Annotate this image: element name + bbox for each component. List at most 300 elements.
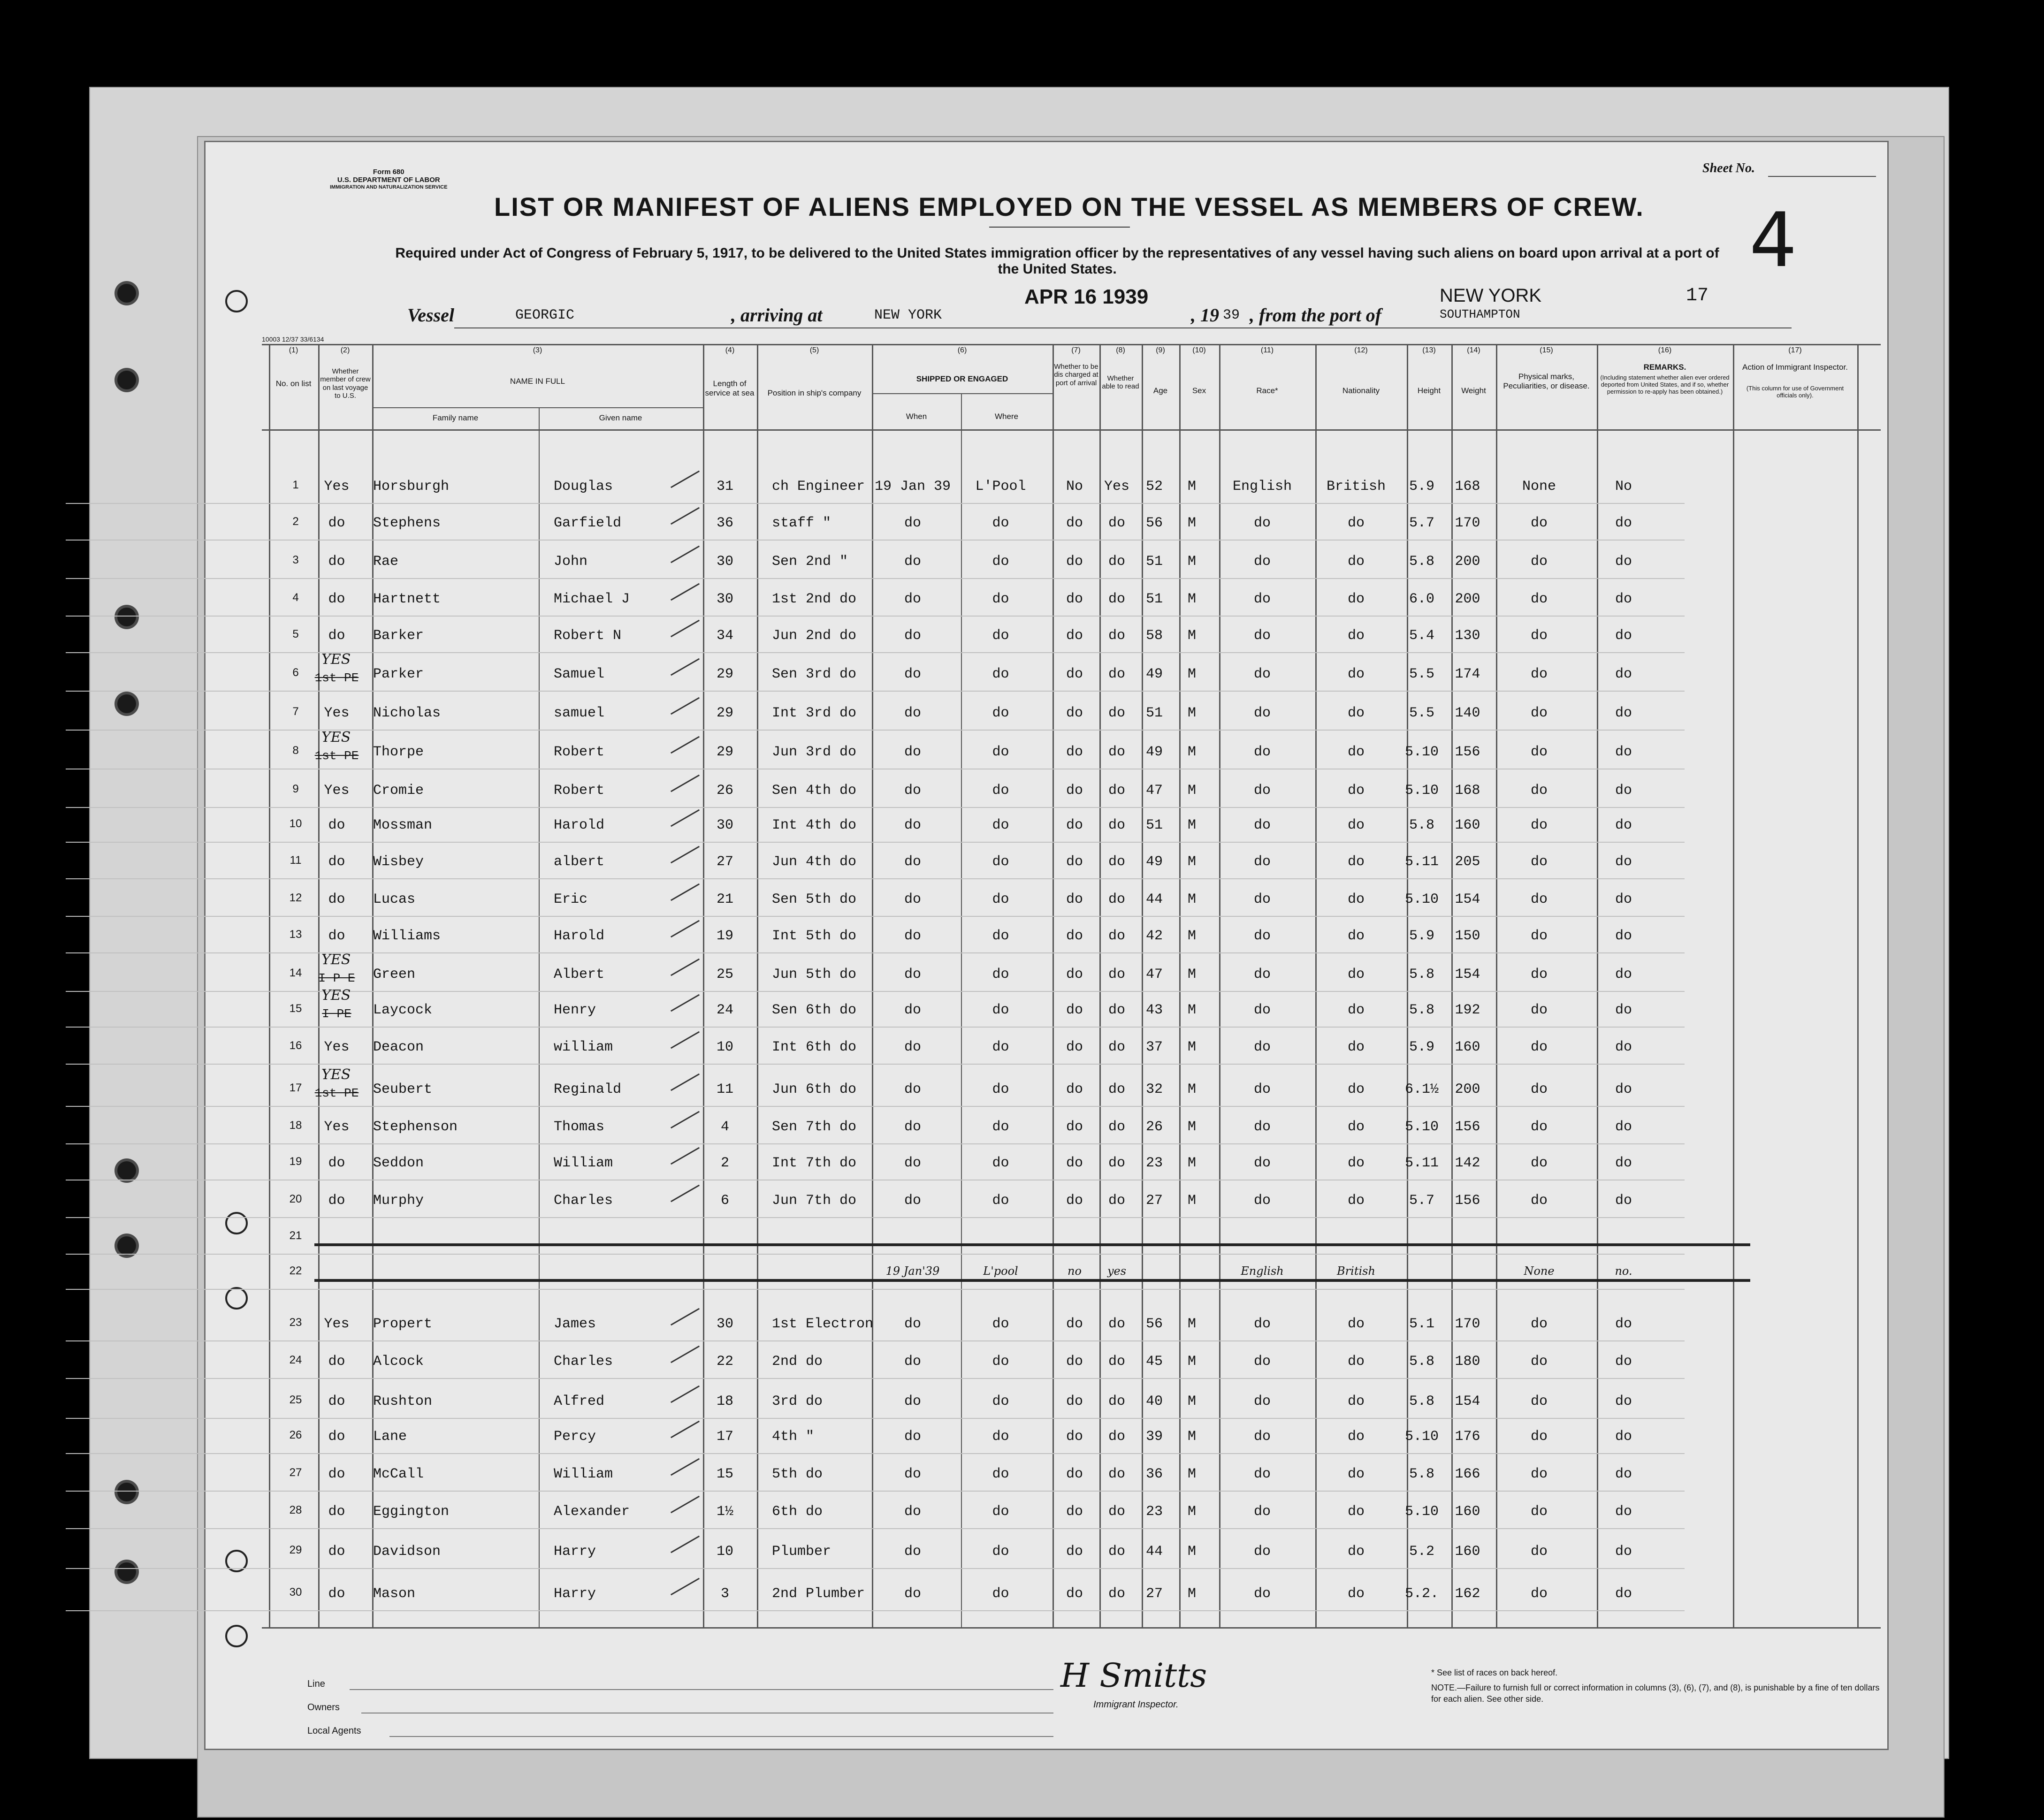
cell-family: Propert <box>373 1316 433 1332</box>
cell-weight: 160 <box>1455 1544 1480 1560</box>
cell-given: Harold <box>554 928 605 944</box>
cell-nationality: do <box>1347 515 1365 531</box>
cell-when: do <box>904 967 921 982</box>
cell-where: do <box>992 1354 1009 1370</box>
cell-service: 29 <box>716 666 733 682</box>
cell-family: Mossman <box>373 817 433 833</box>
cell-no: 5 <box>292 628 299 640</box>
cell-discharged: do <box>1066 928 1083 944</box>
cell-nationality: do <box>1347 744 1365 760</box>
cell-height: 5.7 <box>1409 1193 1434 1209</box>
cell-remarks: do <box>1615 891 1632 907</box>
row-rule <box>66 1453 1685 1454</box>
cell-nationality: do <box>1347 1466 1365 1482</box>
cell-position: Jun 5th do <box>772 967 857 982</box>
cell-no: 4 <box>292 591 299 604</box>
cell-discharged: do <box>1066 744 1083 760</box>
cell-when: do <box>904 1039 921 1055</box>
cell-height: 5.10 <box>1404 1504 1439 1520</box>
cell-where: do <box>992 1081 1009 1097</box>
cell-age: 37 <box>1145 1039 1163 1055</box>
cell-weight: 160 <box>1455 1504 1480 1520</box>
col-previous-voyage-header: Whether member of crew on last voyage to U.S. <box>320 367 371 400</box>
cell-read: do <box>1108 854 1125 870</box>
table-row <box>267 1183 1886 1221</box>
cell-prev: do <box>328 1429 345 1445</box>
cell-given: Robert N <box>554 628 622 644</box>
cell-nationality: do <box>1347 628 1365 644</box>
remarks-note: (Including statement whether alien ever ordered deported from United States, and if so, whether permission to re-apply has been obtained.) <box>1600 374 1730 395</box>
cell-sex: M <box>1187 1394 1196 1409</box>
cell-race: do <box>1253 891 1271 907</box>
title-rule <box>989 227 1130 228</box>
cell-read: do <box>1108 1586 1125 1602</box>
cell-nationality: do <box>1347 1586 1365 1602</box>
cell-where: do <box>992 591 1009 607</box>
cell-service: 17 <box>716 1429 733 1445</box>
cell-read: do <box>1108 1544 1125 1560</box>
cell-service: 18 <box>716 1394 733 1409</box>
row-rule <box>66 1027 1685 1028</box>
cell-remarks: do <box>1615 1544 1632 1560</box>
cell-given: Henry <box>554 1002 596 1018</box>
cell-no: 18 <box>289 1119 302 1132</box>
cell-weight: 154 <box>1455 1394 1480 1409</box>
cell-discharged: do <box>1066 515 1083 531</box>
cell-sex: M <box>1187 1544 1196 1560</box>
cell-read: do <box>1108 554 1125 570</box>
cell-height: 5.7 <box>1409 515 1434 531</box>
col-11-num: (11) <box>1260 346 1274 354</box>
pencil-tick <box>671 920 700 938</box>
cell-sex: M <box>1187 1155 1196 1171</box>
cell-no: 1 <box>292 479 299 491</box>
cell-position: 1st 2nd do <box>772 591 857 607</box>
page-hole <box>225 290 248 312</box>
cell-read: do <box>1108 1119 1125 1135</box>
cell-nationality: do <box>1347 854 1365 870</box>
cell-family: McCall <box>373 1466 424 1482</box>
cell-given: William <box>554 1155 613 1171</box>
cell-read: do <box>1108 744 1125 760</box>
table-top-rule <box>262 344 1881 345</box>
cell-read: do <box>1108 705 1125 721</box>
row-rule <box>66 916 1685 917</box>
cell-age: 49 <box>1145 666 1163 682</box>
cell-sex: M <box>1187 928 1196 944</box>
cell-sex: M <box>1187 1119 1196 1135</box>
cell-age: 51 <box>1145 554 1163 570</box>
punch-hole <box>117 371 136 389</box>
cell-race: do <box>1253 1394 1271 1409</box>
col-1-num: (1) <box>289 346 298 354</box>
cell-remarks: do <box>1615 928 1632 944</box>
cell-nationality: do <box>1347 783 1365 799</box>
cell-remarks: do <box>1615 967 1632 982</box>
cell-given: Alfred <box>554 1394 605 1409</box>
cell-position: ch Engineer <box>772 479 865 495</box>
cell-read: do <box>1108 1429 1125 1445</box>
cell-given: Albert <box>554 967 605 982</box>
cell-sex: M <box>1187 705 1196 721</box>
cell-family: Stephens <box>373 515 441 531</box>
cell-read: do <box>1108 1466 1125 1482</box>
cell-when: do <box>904 554 921 570</box>
cell-family: Murphy <box>373 1193 424 1209</box>
row-rule <box>66 1491 1685 1492</box>
cell-when: do <box>904 1081 921 1097</box>
arrival-date-stamp: APR 16 1939 <box>1024 285 1149 308</box>
cell-nationality: do <box>1347 1429 1365 1445</box>
cell-marks: do <box>1530 1504 1548 1520</box>
cell-race: do <box>1253 1504 1271 1520</box>
pencil-tick <box>671 471 700 488</box>
form-header <box>330 168 448 190</box>
cell-position: Sen 4th do <box>772 783 857 799</box>
cell-sex: M <box>1187 1429 1196 1445</box>
cell-no: 29 <box>289 1544 302 1556</box>
cell-height: 5.8 <box>1409 1466 1434 1482</box>
pencil-tick <box>671 620 700 638</box>
pencil-tick <box>671 994 700 1012</box>
cell-prev: do <box>328 891 345 907</box>
cell-remarks: do <box>1615 1354 1632 1370</box>
cell-remarks: do <box>1615 817 1632 833</box>
cell-prev: do <box>328 928 345 944</box>
cell-race: do <box>1253 744 1271 760</box>
cell-family: Seddon <box>373 1155 424 1171</box>
cell-age: 49 <box>1145 854 1163 870</box>
cell-race: do <box>1253 1466 1271 1482</box>
table-row <box>267 506 1886 543</box>
pencil-tick <box>671 1421 700 1439</box>
cell-age: 44 <box>1145 1544 1163 1560</box>
cell-no: 16 <box>289 1039 302 1052</box>
table-row <box>267 1220 1886 1257</box>
col-13-num: (13) <box>1422 346 1436 354</box>
page-hole <box>225 1212 248 1234</box>
cell-service: 10 <box>716 1544 733 1560</box>
cell-position: 1st Electron <box>772 1316 874 1332</box>
cell-nationality: do <box>1347 817 1365 833</box>
cell-remarks: do <box>1615 666 1632 682</box>
cell-family: Eggington <box>373 1504 450 1520</box>
cell-age: 32 <box>1145 1081 1163 1097</box>
cell-marks: do <box>1530 705 1548 721</box>
cell-age: 56 <box>1145 1316 1163 1332</box>
cell-no: 9 <box>292 783 299 795</box>
cell-service: 4 <box>720 1119 729 1135</box>
cell-weight: 176 <box>1455 1429 1480 1445</box>
cell-remarks: do <box>1615 1394 1632 1409</box>
cell-read: do <box>1108 1039 1125 1055</box>
punch-hole <box>117 1161 136 1180</box>
cell-race: do <box>1253 554 1271 570</box>
cell-age: 45 <box>1145 1354 1163 1370</box>
cell-given: Reginald <box>554 1081 622 1097</box>
cell-family: Rae <box>373 554 399 570</box>
cell-nationality: do <box>1347 666 1365 682</box>
cell-given: Garfield <box>554 515 622 531</box>
punch-hole <box>117 694 136 713</box>
cell-height: 5.10 <box>1404 744 1439 760</box>
cell-prev: do <box>328 1544 345 1560</box>
cell-race: do <box>1253 1316 1271 1332</box>
cell-when: do <box>904 854 921 870</box>
table-row <box>267 845 1886 882</box>
cell-nationality: do <box>1347 1544 1365 1560</box>
cell-race: do <box>1253 817 1271 833</box>
cell-service: 15 <box>716 1466 733 1482</box>
cell-height: 5.8 <box>1409 554 1434 570</box>
col-physical-marks-header: Physical marks, Peculiarities, or disease. <box>1503 372 1590 390</box>
cell-no: 27 <box>289 1466 302 1479</box>
table-row <box>267 987 1886 1030</box>
cell-sex: M <box>1187 628 1196 644</box>
cell-no: 2 <box>292 515 299 528</box>
table-row <box>267 919 1886 956</box>
cell-discharged: do <box>1066 1504 1083 1520</box>
row-rule <box>66 842 1685 843</box>
cell-position: Int 7th do <box>772 1155 857 1171</box>
cell-discharged: do <box>1066 705 1083 721</box>
cell-remarks: no. <box>1615 1264 1632 1278</box>
cell-sex: M <box>1187 479 1196 495</box>
cell-where: do <box>992 554 1009 570</box>
cell-sex: M <box>1187 1002 1196 1018</box>
cell-weight: 160 <box>1455 1039 1480 1055</box>
cell-discharged: do <box>1066 1039 1083 1055</box>
cell-remarks: do <box>1615 1002 1632 1018</box>
cell-race: do <box>1253 854 1271 870</box>
cell-family: Rushton <box>373 1394 433 1409</box>
arriving-port: NEW YORK <box>874 307 942 323</box>
table-row <box>267 1255 1886 1293</box>
cell-age: 52 <box>1145 479 1163 495</box>
table-row <box>267 1110 1886 1147</box>
cell-service: 2 <box>720 1155 729 1171</box>
cell-nationality: do <box>1347 1504 1365 1520</box>
cell-marks: do <box>1530 783 1548 799</box>
cell-service: 29 <box>716 705 733 721</box>
cell-no: 19 <box>289 1155 302 1168</box>
cell-service: 19 <box>716 928 733 944</box>
cell-service: 25 <box>716 967 733 982</box>
cell-service: 26 <box>716 783 733 799</box>
cell-where: do <box>992 666 1009 682</box>
crew-table-body <box>267 469 1886 1605</box>
cell-weight: 150 <box>1455 928 1480 944</box>
cell-service: 34 <box>716 628 733 644</box>
cell-remarks: do <box>1615 783 1632 799</box>
cell-where: do <box>992 928 1009 944</box>
cell-given: Robert <box>554 783 605 799</box>
cell-sex: M <box>1187 854 1196 870</box>
cell-nationality: do <box>1347 1002 1365 1018</box>
cell-discharged: do <box>1066 1429 1083 1445</box>
cell-marks: None <box>1522 479 1556 495</box>
cell-read: do <box>1108 967 1125 982</box>
cell-marks: do <box>1530 967 1548 982</box>
cell-read: do <box>1108 928 1125 944</box>
cell-remarks: do <box>1615 744 1632 760</box>
pencil-tick <box>671 658 700 676</box>
cell-position: Sen 3rd do <box>772 666 857 682</box>
cell-family: Hartnett <box>373 591 441 607</box>
cell-height: 5.10 <box>1404 783 1439 799</box>
cell-weight: 140 <box>1455 705 1480 721</box>
cell-discharged: do <box>1066 1002 1083 1018</box>
col-15-num: (15) <box>1540 346 1553 354</box>
cell-family: Green <box>373 967 416 982</box>
table-row <box>267 773 1886 811</box>
cell-no: 6 <box>292 666 299 679</box>
cell-marks: do <box>1530 744 1548 760</box>
cell-weight: 160 <box>1455 817 1480 833</box>
cell-position: Jun 2nd do <box>772 628 857 644</box>
cell-where: do <box>992 1119 1009 1135</box>
pencil-tick <box>671 809 700 827</box>
cell-family: Davidson <box>373 1544 441 1560</box>
cell-height: 5.8 <box>1409 967 1434 982</box>
col-17-num: (17) <box>1788 346 1802 354</box>
cell-where: do <box>992 817 1009 833</box>
cell-family: Stephenson <box>373 1119 458 1135</box>
pencil-tick <box>671 1536 700 1553</box>
cell-when: do <box>904 928 921 944</box>
row-rule <box>66 952 1685 953</box>
cell-service: 30 <box>716 817 733 833</box>
cell-age: 26 <box>1145 1119 1163 1135</box>
cell-marks: do <box>1530 628 1548 644</box>
cell-race: English <box>1241 1264 1284 1278</box>
cell-service: 11 <box>716 1081 733 1097</box>
cell-height: 5.10 <box>1404 1119 1439 1135</box>
cell-where: do <box>992 1316 1009 1332</box>
cell-sex: M <box>1187 591 1196 607</box>
punch-hole <box>117 1483 136 1501</box>
race-note: * See list of races on back hereof. <box>1431 1668 1558 1677</box>
cell-service: 24 <box>716 1002 733 1018</box>
col-name-header: NAME IN FULL <box>510 377 565 386</box>
cell-age: 51 <box>1145 591 1163 607</box>
cell-position: Sen 5th do <box>772 891 857 907</box>
cell-race: do <box>1253 783 1271 799</box>
pencil-tick <box>671 1185 700 1203</box>
action-note: (This column for use of Government officials only). <box>1746 385 1844 399</box>
cell-prev: do <box>328 554 345 570</box>
cell-weight: 170 <box>1455 515 1480 531</box>
cell-when: do <box>904 783 921 799</box>
cell-height: 5.10 <box>1404 891 1439 907</box>
cell-weight: 200 <box>1455 554 1480 570</box>
cell-no: 12 <box>289 891 302 904</box>
cell-remarks: do <box>1615 1081 1632 1097</box>
cell-where: do <box>992 891 1009 907</box>
cell-marks: do <box>1530 1081 1548 1097</box>
where-subheader: Where <box>994 412 1019 421</box>
cell-given: Harry <box>554 1586 596 1602</box>
cell-service: 1½ <box>716 1504 733 1520</box>
cell-when: do <box>904 1002 921 1018</box>
cell-weight: 162 <box>1455 1586 1480 1602</box>
cell-weight: 156 <box>1455 744 1480 760</box>
cell-race: do <box>1253 1119 1271 1135</box>
table-bottom-rule <box>262 1627 1881 1629</box>
pencil-tick <box>671 1458 700 1476</box>
cell-where: do <box>992 628 1009 644</box>
blank-row-rule <box>314 1279 1750 1282</box>
cell-weight: 154 <box>1455 891 1480 907</box>
manifest-title: LIST OR MANIFEST OF ALIENS EMPLOYED ON THE VESSEL AS MEMBERS OF CREW. <box>494 192 1644 221</box>
cell-race: do <box>1253 591 1271 607</box>
arriving-label: , arriving at <box>731 305 823 326</box>
cell-prev: do <box>328 1354 345 1370</box>
cell-when: do <box>904 744 921 760</box>
cell-where: L'pool <box>983 1264 1018 1278</box>
cell-no: 23 <box>289 1316 302 1329</box>
cell-no: 7 <box>292 705 299 718</box>
cell-where: do <box>992 1504 1009 1520</box>
table-row <box>267 1344 1886 1382</box>
cell-family: Seubert <box>373 1081 433 1097</box>
cell-nationality: do <box>1347 891 1365 907</box>
cell-nationality: do <box>1347 591 1365 607</box>
col-service-header: Length of service at sea <box>705 379 755 397</box>
cell-sex: M <box>1187 1316 1196 1332</box>
cell-discharged: no <box>1068 1264 1082 1278</box>
cell-read: do <box>1108 1193 1125 1209</box>
cell-sex: M <box>1187 967 1196 982</box>
col-nationality-header: Nationality <box>1342 386 1380 395</box>
line-rule <box>350 1689 1053 1690</box>
cell-given: william <box>554 1039 613 1055</box>
cell-where: do <box>992 1544 1009 1560</box>
cell-no: 28 <box>289 1504 302 1516</box>
cell-prev: 1st PE <box>314 1086 359 1100</box>
manifest-subtitle: Required under Act of Congress of February 5, 1917, to be delivered to the United States immigration officer by the representatives of any vessel having such aliens on board upon arrival at a port of the United States. <box>395 245 1719 277</box>
cell-age: 58 <box>1145 628 1163 644</box>
col-weight-header: Weight <box>1461 386 1486 395</box>
vessel-label: Vessel <box>407 305 454 326</box>
cell-discharged: do <box>1066 854 1083 870</box>
cell-when: do <box>904 515 921 531</box>
cell-age: 47 <box>1145 967 1163 982</box>
cell-remarks: do <box>1615 705 1632 721</box>
cell-height: 5.2 <box>1409 1544 1434 1560</box>
cell-given: Douglas <box>554 479 613 495</box>
cell-position: Int 6th do <box>772 1039 857 1055</box>
family-name-subheader: Family name <box>432 413 479 422</box>
cell-race: do <box>1253 1039 1271 1055</box>
cell-read: do <box>1108 1354 1125 1370</box>
cell-when: do <box>904 628 921 644</box>
cell-where: do <box>992 1002 1009 1018</box>
cell-service: 27 <box>716 854 733 870</box>
cell-read: Yes <box>1104 479 1129 495</box>
cell-nationality: do <box>1347 554 1365 570</box>
cell-marks: do <box>1530 928 1548 944</box>
cell-sex: M <box>1187 1504 1196 1520</box>
cell-weight: 156 <box>1455 1119 1480 1135</box>
cell-when: do <box>904 705 921 721</box>
cell-weight: 200 <box>1455 591 1480 607</box>
vessel-name: GEORGIC <box>515 307 575 323</box>
cell-family: Lane <box>373 1429 407 1445</box>
table-row <box>267 651 1886 694</box>
cell-marks: do <box>1530 891 1548 907</box>
cell-no: 30 <box>289 1586 302 1599</box>
